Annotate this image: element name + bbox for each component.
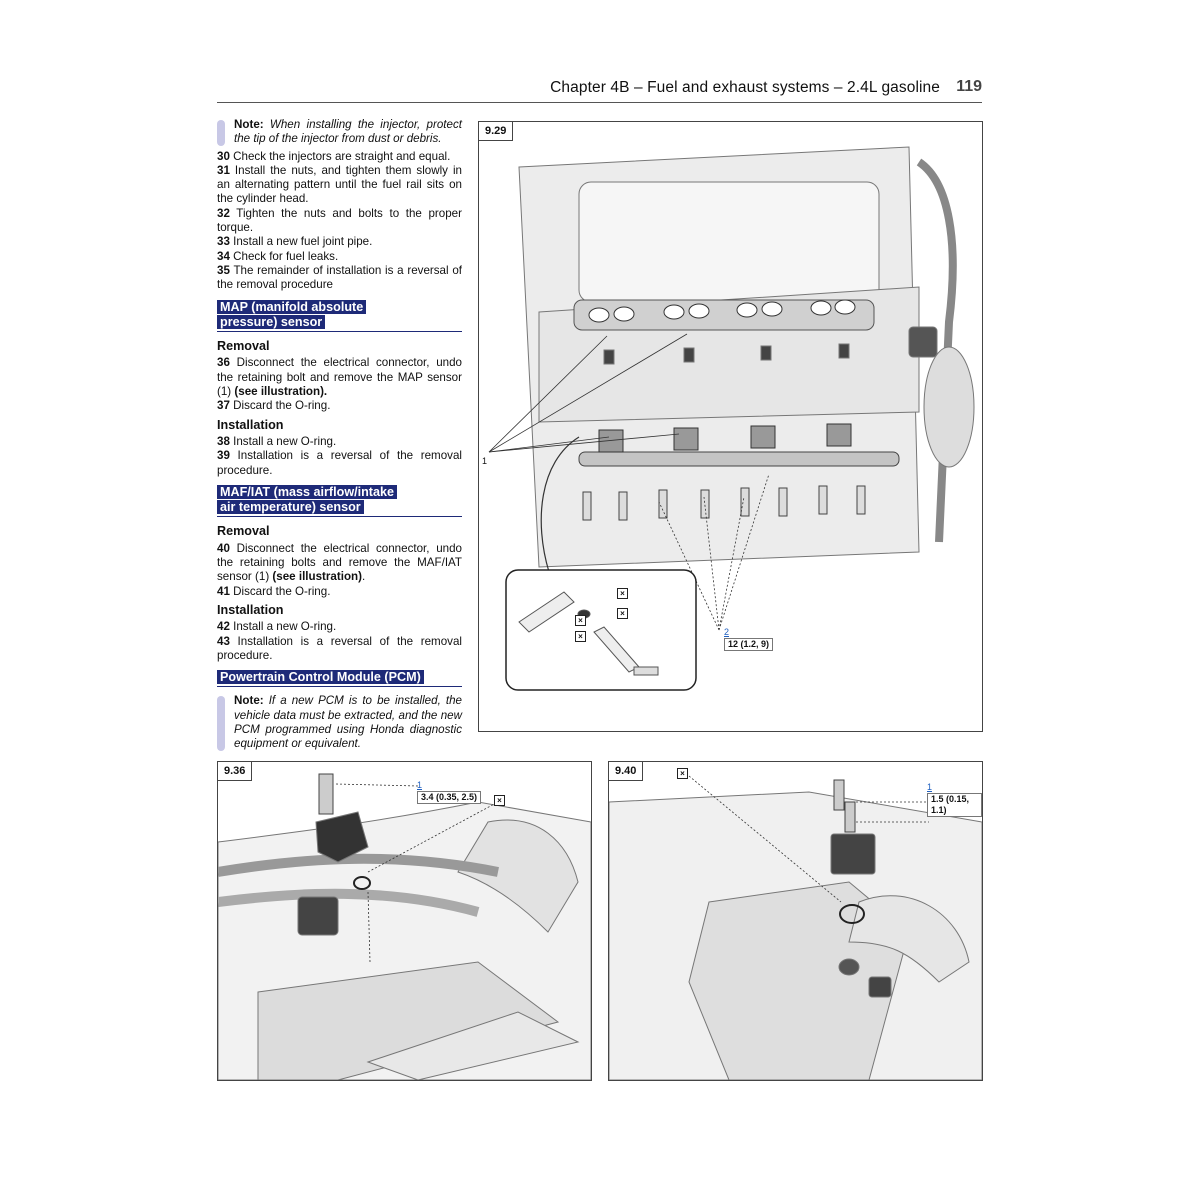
step-number: 34 <box>217 249 230 263</box>
replace-part-icon: × <box>617 608 628 619</box>
callout-1 <box>482 456 487 467</box>
step-number: 32 <box>217 206 230 220</box>
step-number: 35 <box>217 263 230 277</box>
step-number: 31 <box>217 163 230 177</box>
illustration-ref: (see illustration) <box>272 570 362 584</box>
step-32 <box>217 207 462 236</box>
map-sensor-illustration <box>218 762 591 1080</box>
step-text: Install a new fuel joint pipe. <box>229 235 373 249</box>
note-text: When installing the injector, protect the tip of the injector from dust or debris. <box>234 118 462 146</box>
callout-2 <box>724 627 773 651</box>
note-text: If a new PCM is to be installed, the vehicle data must be extracted, and the new PCM programmed using Honda diagnostic equipment or equivalent. <box>234 694 462 751</box>
figure-9-40 <box>608 761 983 1081</box>
torque-value: 12 (1.2, 9) <box>724 638 773 651</box>
step-number: 43 <box>217 634 230 648</box>
section-heading-maf <box>217 485 462 518</box>
step-text: Installation is a reversal of the removal procedure. <box>217 634 462 662</box>
heading-line: MAP (manifold absolute <box>217 300 366 314</box>
figure-label: 9.40 <box>609 762 643 781</box>
step-text: Discard the O-ring. <box>229 399 331 413</box>
step-36 <box>217 356 462 399</box>
text-column <box>217 118 462 755</box>
note-label: Note: <box>234 694 264 708</box>
step-38 <box>217 435 462 449</box>
step-33 <box>217 235 462 249</box>
step-text: The remainder of installation is a reversal of the removal procedure <box>217 263 462 292</box>
illustration-ref: (see illustration). <box>234 385 328 399</box>
heading-line: Powertrain Control Module (PCM) <box>217 670 424 684</box>
figure-9-29 <box>478 121 983 732</box>
heading-line: air temperature) sensor <box>217 500 364 514</box>
step-43 <box>217 635 462 664</box>
step-number: 41 <box>217 584 230 598</box>
subheading-installation: Installation <box>217 602 284 617</box>
callout-number: 1 <box>482 456 488 466</box>
step-40: 40 Disconnect the electrical connector, undo the retaining bolts and remove the MAF/IAT sensor (1) (see illustration). <box>217 541 462 584</box>
step-text: Check the injectors are straight and equal. <box>229 149 451 163</box>
section-heading-pcm <box>217 670 462 687</box>
step-number: 40 <box>217 541 230 555</box>
step-number: 39 <box>217 449 230 463</box>
figure-label: 9.29 <box>479 122 513 141</box>
figure-9-36 <box>217 761 592 1081</box>
step-35 <box>217 264 462 293</box>
step-text: Tighten the nuts and bolts to the proper torque. <box>217 206 462 235</box>
note-pcm <box>217 694 462 751</box>
replace-part-icon: × <box>677 768 688 779</box>
step-41 <box>217 585 462 599</box>
step-text: Install a new O-ring. <box>229 620 337 634</box>
step-text: Disconnect the electrical connector, undo the retaining bolts and remove the MAF/IAT sensor (1) <box>217 541 462 584</box>
step-30 <box>217 150 462 164</box>
note-injector <box>217 118 462 147</box>
step-34 <box>217 250 462 264</box>
callout-number: 1 <box>417 780 423 790</box>
step-number: 42 <box>217 620 230 634</box>
heading-line: pressure) sensor <box>217 315 325 329</box>
figure-label: 9.36 <box>218 762 252 781</box>
step-number: 36 <box>217 356 230 370</box>
note-bar <box>217 696 225 750</box>
note-bar <box>217 120 225 146</box>
step-text: Installation is a reversal of the removal procedure. <box>217 449 462 477</box>
page-header <box>217 76 982 103</box>
torque-value: 1.5 (0.15, 1.1) <box>927 793 982 817</box>
section-heading-map <box>217 300 462 333</box>
step-number: 38 <box>217 434 230 448</box>
callout-number: 1 <box>927 782 933 792</box>
step-42 <box>217 620 462 634</box>
step-39 <box>217 449 462 478</box>
subheading-removal: Removal <box>217 524 270 539</box>
step-text: Discard the O-ring. <box>229 584 331 598</box>
heading-line: MAF/IAT (mass airflow/intake <box>217 485 397 499</box>
step-text: Install a new O-ring. <box>229 434 337 448</box>
replace-part-icon: × <box>575 631 586 642</box>
step-31 <box>217 164 462 207</box>
subheading-installation: Installation <box>217 417 284 432</box>
callout-1 <box>417 780 481 804</box>
torque-value: 3.4 (0.35, 2.5) <box>417 791 481 804</box>
step-text: Disconnect the electrical connector, undo the retaining bolt and remove the MAP sensor (1) <box>217 356 462 399</box>
step-number: 33 <box>217 235 230 249</box>
callout-1 <box>927 782 982 817</box>
chapter-title: Chapter 4B – Fuel and exhaust systems – 2.4L gasoline <box>550 79 940 96</box>
subheading-removal: Removal <box>217 339 270 354</box>
step-37 <box>217 399 462 413</box>
step-number: 37 <box>217 399 230 413</box>
note-label: Note: <box>234 118 264 131</box>
replace-part-icon: × <box>494 795 505 806</box>
page-number: 119 <box>956 78 982 95</box>
replace-part-icon: × <box>575 615 586 626</box>
step-number: 30 <box>217 149 230 163</box>
step-text: Install the nuts, and tighten them slowly in an alternating pattern until the fuel rail sits on the cylinder head. <box>217 163 462 206</box>
callout-number: 2 <box>724 627 730 637</box>
replace-part-icon: × <box>617 588 628 599</box>
step-text: Check for fuel leaks. <box>229 249 339 263</box>
